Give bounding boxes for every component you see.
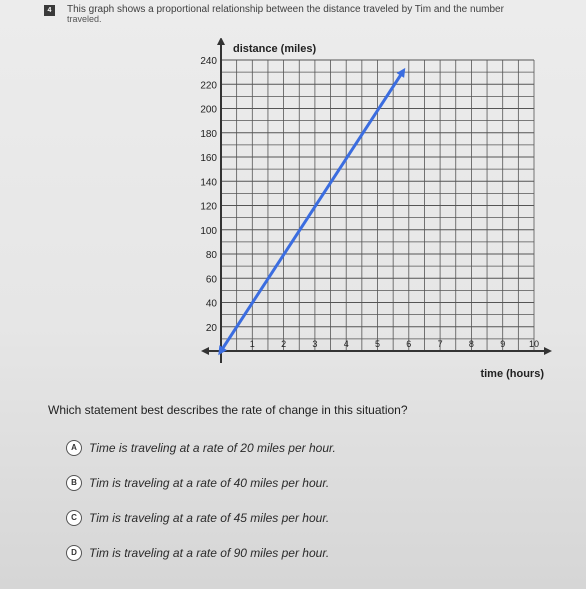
question-prompt-continued: traveled. <box>67 14 102 24</box>
answer-choice-bubble[interactable]: D <box>66 545 82 561</box>
question-number: 4 <box>44 5 55 16</box>
x-tick-label: 6 <box>406 339 412 349</box>
x-tick-label: 5 <box>374 339 381 349</box>
data-line <box>221 72 403 351</box>
y-tick-label: 20 <box>205 322 217 334</box>
answer-choice-c[interactable] <box>66 510 329 526</box>
x-tick-label: 7 <box>437 339 443 349</box>
x-tick-label: 2 <box>281 339 287 349</box>
x-tick-label: 3 <box>312 339 318 349</box>
y-axis-label: distance (miles) <box>233 43 317 55</box>
question-prompt: This graph shows a proportional relationship between the distance traveled by Tim and the number <box>67 4 504 15</box>
question-text: Which statement best describes the rate of change in this situation? <box>48 403 408 417</box>
x-tick-label: 1 <box>249 339 255 349</box>
x-axis-arrow <box>544 347 552 355</box>
y-tick-label: 100 <box>200 225 217 237</box>
y-tick-label: 120 <box>200 201 217 213</box>
y-tick-label: 60 <box>205 274 217 286</box>
y-axis-arrow <box>217 38 225 45</box>
y-tick-label: 200 <box>200 104 217 116</box>
x-tick-label: 8 <box>468 339 474 349</box>
answer-choice-d[interactable] <box>66 545 329 561</box>
y-tick-label: 40 <box>205 298 217 310</box>
answer-choice-a[interactable] <box>66 440 336 456</box>
answer-choice-bubble[interactable]: B <box>66 475 82 491</box>
y-tick-label: 140 <box>200 177 217 189</box>
y-tick-label: 180 <box>200 128 217 140</box>
y-tick-label: 220 <box>200 80 217 92</box>
answer-choice-text: Time is traveling at a rate of 20 miles per hour. <box>89 441 336 455</box>
x-axis-arrow-left <box>201 347 209 355</box>
distance-time-graph <box>195 38 555 393</box>
answer-choice-bubble[interactable]: C <box>66 510 82 526</box>
y-tick-label: 160 <box>200 153 217 164</box>
answer-choice-text: Tim is traveling at a rate of 45 miles per hour. <box>89 511 330 525</box>
answer-choice-b[interactable] <box>66 475 329 491</box>
x-tick-label: 10 <box>528 339 540 349</box>
answer-choice-bubble[interactable]: A <box>66 440 82 456</box>
x-tick-label: 9 <box>500 339 506 349</box>
answer-choice-text: Tim is traveling at a rate of 40 miles per hour. <box>89 476 330 490</box>
y-tick-label: 80 <box>205 250 217 261</box>
y-tick-label: 240 <box>200 56 217 67</box>
x-tick-label: 4 <box>343 339 349 349</box>
x-axis-label: time (hours) <box>480 368 544 380</box>
answer-choice-text: Tim is traveling at a rate of 90 miles per hour. <box>89 546 330 560</box>
